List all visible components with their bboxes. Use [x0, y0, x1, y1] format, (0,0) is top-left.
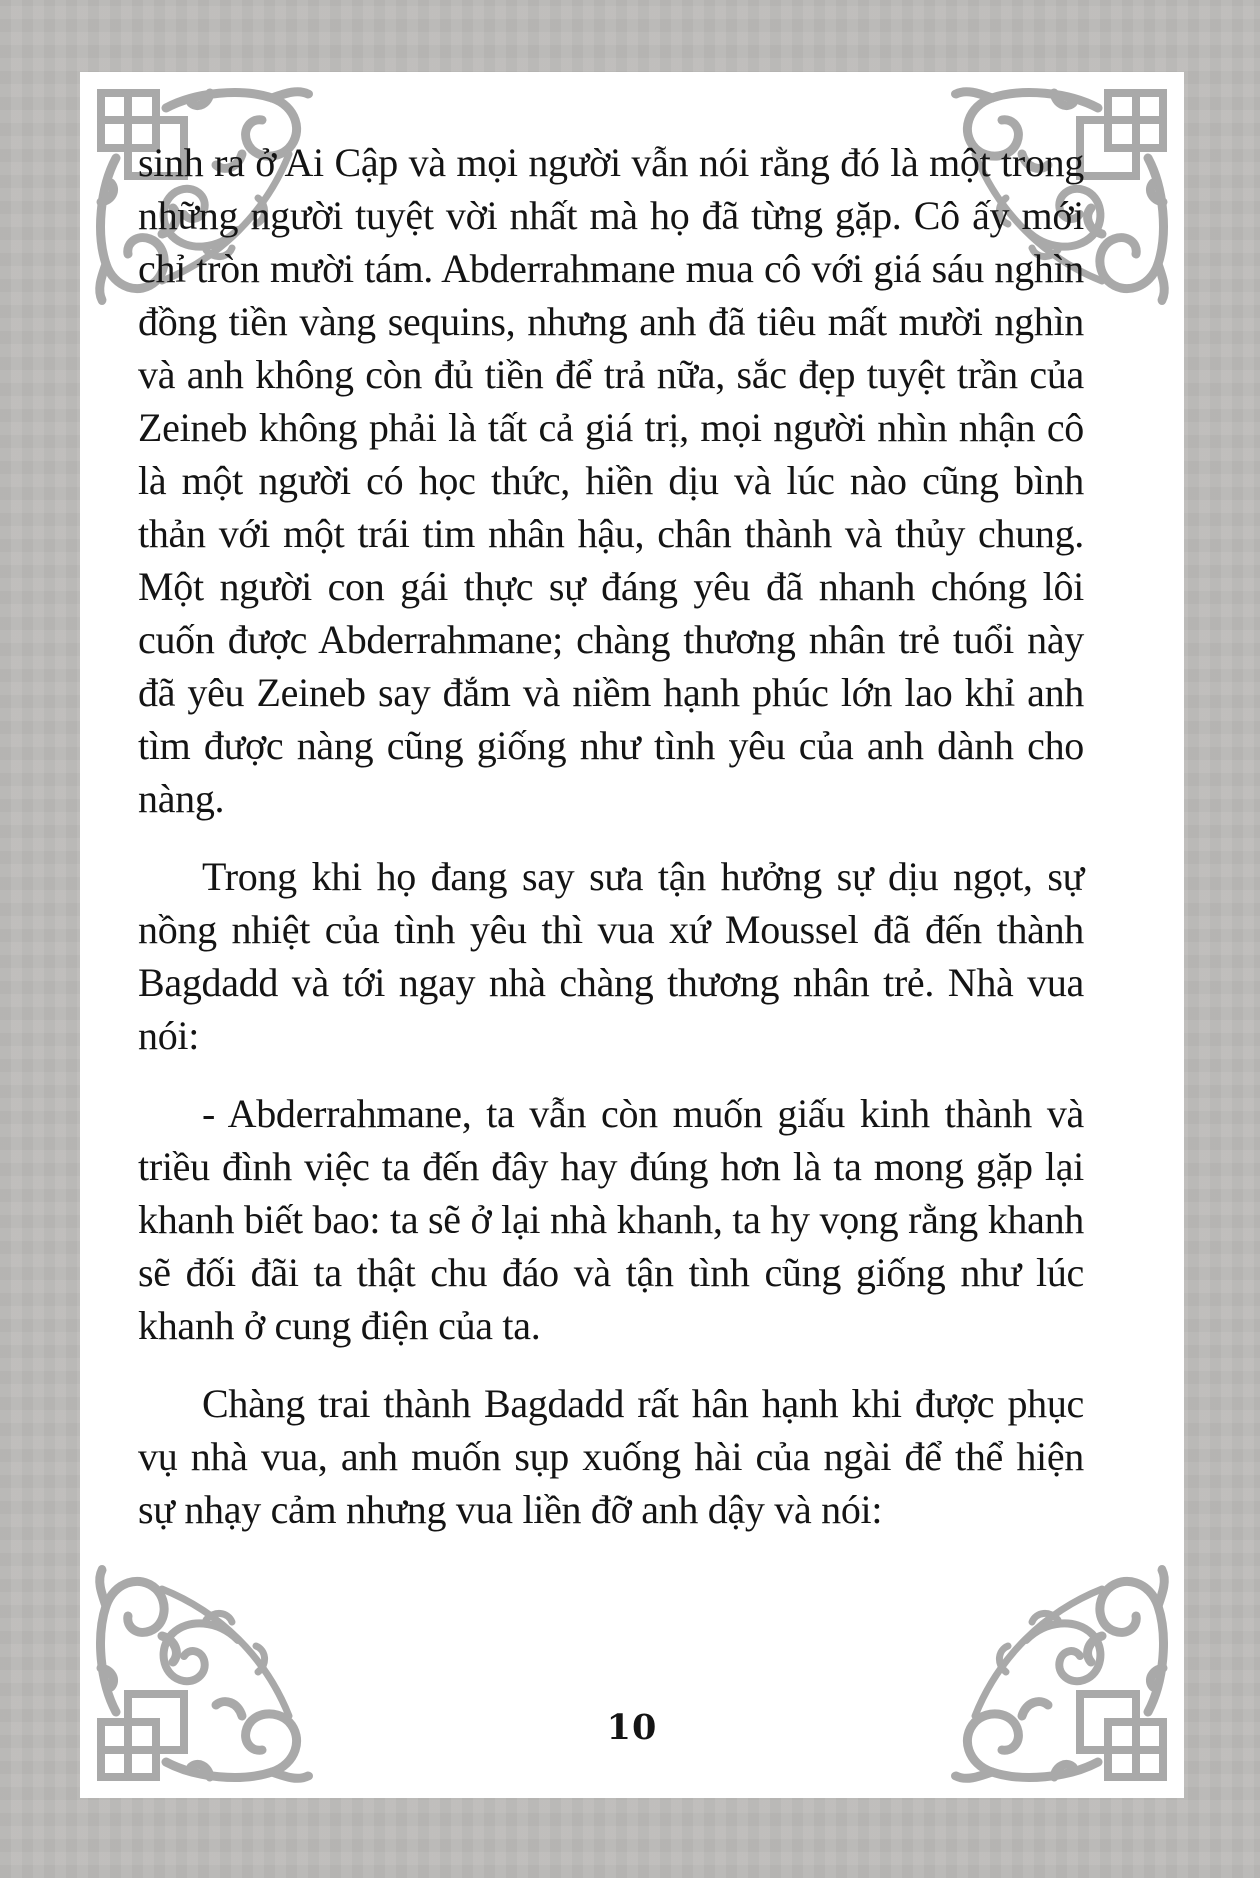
corner-ornament-bottom-left: [88, 1558, 320, 1790]
paragraph: - Abderrahmane, ta vẫn còn muốn giấu kinh thành và triều đình việc ta đến đây hay đúng hơn là ta mong gặp lại khanh biết bao: ta sẽ ở lại nhà khanh, ta hy vọng rằng khanh sẽ đối đãi ta thật chu đáo và tận tình cũng giống như lúc khanh ở cung điện của ta.: [138, 1091, 1084, 1348]
page-number: 10: [606, 1707, 658, 1748]
paragraph: Trong khi họ đang say sưa tận hưởng sự dịu ngọt, sự nồng nhiệt của tình yêu thì vua xứ Moussel đã đến thành Bagdadd và tới ngay nhà chàng thương nhân trẻ. Nhà vua nói:: [138, 854, 1084, 1058]
corner-flourish-icon: [88, 1558, 320, 1790]
body-text: [138, 136, 1084, 1536]
corner-flourish-icon: [944, 1558, 1176, 1790]
paragraph: Chàng trai thành Bagdadd rất hân hạnh khi được phục vụ nhà vua, anh muốn sụp xuống hài của ngài để thể hiện sự nhạy cảm nhưng vua liền đỡ anh dậy và nói:: [138, 1381, 1084, 1532]
book-page: [80, 72, 1184, 1798]
corner-ornament-bottom-right: [944, 1558, 1176, 1790]
paragraph: sinh ra ở Ai Cập và mọi người vẫn nói rằng đó là một trong những người tuyệt vời nhất mà họ đã từng gặp. Cô ấy mới chỉ tròn mười tám. Abderrahmane mua cô với giá sáu nghìn đồng tiền vàng sequins, nhưng anh đã tiêu mất mười nghìn và anh không còn đủ tiền để trả nữa, sắc đẹp tuyệt trần của Zeineb không phải là tất cả giá trị, mọi người nhìn nhận cô là một người có học thức, hiền dịu và lúc nào cũng bình thản với một trái tim nhân hậu, chân thành và thủy chung. Một người con gái thực sự đáng yêu đã nhanh chóng lôi cuốn được Abderrahmane; chàng thương nhân trẻ tuổi này đã yêu Zeineb say đắm và niềm hạnh phúc lớn lao khỉ anh tìm được nàng cũng giống như tình yêu của anh dành cho nàng.: [138, 140, 1084, 821]
